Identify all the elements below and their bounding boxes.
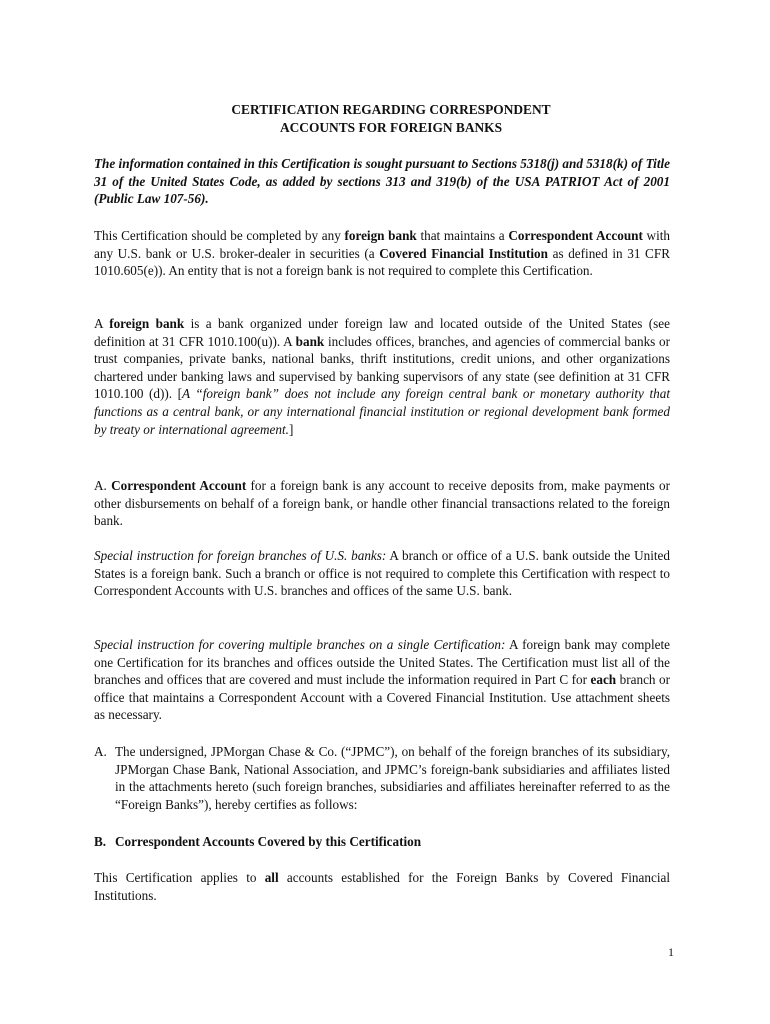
paragraph-special-instruction-multiple-branches: Special instruction for covering multiple branches on a single Certification: A foreign bank may complete one Certification for its branches and offices outside the United States. The Certification must list all of the branches and offices that are covered and must include the information required in Part C for each branch or office that maintains a Correspondent Account with a Covered Financial Institution. Use attachment sheets as necessary. (94, 637, 670, 723)
paragraph-correspondent-account-definition: A. Correspondent Account for a foreign bank is any account to receive deposits from, make payments or other disbursements on behalf of a foreign bank, or handle other financial transactions related to the foreign bank. (94, 478, 671, 529)
section-b-text: Correspondent Accounts Covered by this Certification (115, 834, 422, 849)
section-b-heading (94, 833, 670, 851)
title-line-2: ACCOUNTS FOR FOREIGN BANKS (279, 120, 503, 135)
paragraph-applicability: This Certification should be completed by any foreign bank that maintains a Correspondent Account with any U.S. bank or U.S. broker-dealer in securities (a Covered Financial Institution as defined in 31 CFR 1010.605(e)). An entity that is not a foreign bank is not required to complete this Certification. (94, 228, 670, 279)
section-b-label: B. (94, 834, 107, 849)
intro-paragraph: The information contained in this Certification is sought pursuant to Sections 5318(j) and 5318(k) of Title 31 of the United States Code, as added by sections 313 and 319(b) of the USA PATRIOT Act of 2001 (Public Law 107-56). (94, 156, 670, 207)
section-a-text: The undersigned, JPMorgan Chase & Co. (“JPMC”), on behalf of the foreign branches of its subsidiary, JPMorgan Chase Bank, National Association, and JPMC’s foreign-bank subsidiaries and affiliates listed in the attachments hereto (such foreign branches, subsidiaries and affiliates hereinafter referred to as the “Foreign Banks”), hereby certifies as follows: (115, 744, 670, 812)
section-a-label: A. (94, 744, 107, 759)
paragraph-foreign-bank-definition: A foreign bank is a bank organized under foreign law and located outside of the United States (see definition at 31 CFR 1010.100(u)). A bank includes offices, branches, and agencies of commercial banks or trust companies, private banks, national banks, thrift institutions, credit unions, and other organizations chartered under banking laws and supervised by banking supervisors of any state (see definition at 31 CFR 1010.100 (d)). [A “foreign bank” does not include any foreign central bank or monetary authority that functions as a central bank, or any international financial institution or regional development bank formed by treaty or international agreement.] (94, 316, 670, 437)
page-number: 1 (668, 945, 674, 959)
paragraph-special-instruction-us-branches: Special instruction for foreign branches of U.S. banks: A branch or office of a U.S. bank outside the United States is a foreign bank. Such a branch or office is not required to complete this Certification with respect to Correspondent Accounts with U.S. branches and offices of the same U.S. bank. (94, 548, 670, 599)
paragraph-applies-to-all: This Certification applies to all accounts established for the Foreign Banks by Covered Financial Institutions. (94, 870, 671, 903)
document-title (0, 101, 770, 137)
title-line-1: CERTIFICATION REGARDING CORRESPONDENT (231, 102, 551, 117)
section-a-item (94, 743, 670, 813)
